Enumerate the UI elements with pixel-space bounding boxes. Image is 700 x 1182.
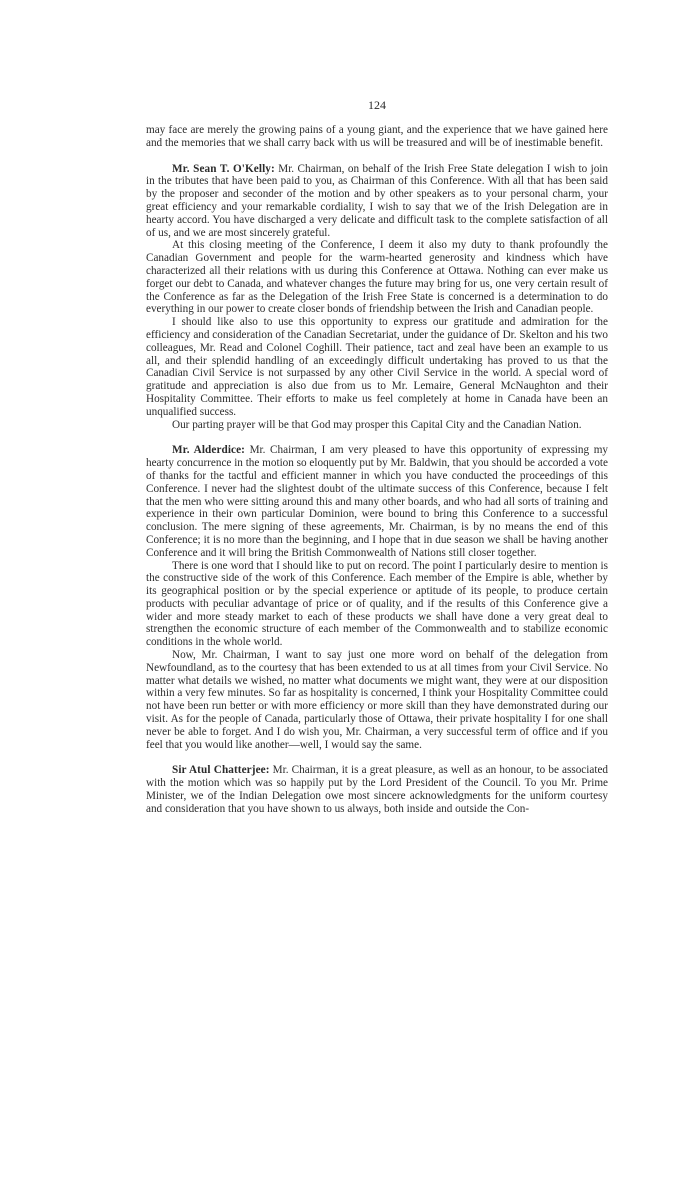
document-page (146, 98, 608, 816)
paragraph (146, 649, 608, 751)
page-number: 124 (368, 98, 386, 112)
paragraph (146, 560, 608, 650)
speech-paragraph (146, 764, 608, 815)
paragraph-text: Mr. Chairman, I am very pleased to have this opportunity of expressing my hearty concurrence in the motion so eloquently put by Mr. Baldwin, that you should be accorded a vote of thanks for the tactful and efficient manner in which you have conducted the proceedings of this Conference. I never had the slightest doubt of the ultimate success of this Conference, because I felt that the men who were sitting around this and many other boards, and who had all sorts of training and experience in their own particular Dominion, were bound to bring this Conference to a successful conclusion. The mere signing of these agreements, Mr. Chairman, is by no means the end of this Conference; it is no more than the beginning, and I hope that in due season we shall be having another Conference and it will bring the British Commonwealth of Nations still closer together. (146, 444, 608, 559)
paragraph (146, 316, 608, 418)
paragraph-text: Now, Mr. Chairman, I want to say just one more word on behalf of the delegation from Newfoundland, as to the courtesy that has been extended to us at all times from your Civil Service. No matter what details we wished, no matter what documents we might want, they were at our disposition within a very few minutes. So far as hospitality is concerned, I think your Hospitality Committee could not have been run better or with more efficiency or more skill than they have demonstrated during our visit. As for the people of Canada, particularly those of Ottawa, their private hospitality I for one shall never be able to forget. And I do wish you, Mr. Chairman, a very successful term of office and if you feel that you would like another—well, I would say the same. (146, 649, 608, 751)
paragraph (146, 239, 608, 316)
paragraph-text: I should like also to use this opportunity to express our gratitude and admiration for the efficiency and consideration of the Canadian Secretariat, under the guidance of Dr. Skelton and his two colleagues, Mr. Read and Colonel Coghill. Their patience, tact and zeal have been an example to us all, and their splendid handling of an exceedingly difficult undertaking has proved to us that the Canadian Civil Service is not surpassed by any other Civil Service in the world. A special word of gratitude and appreciation is also due from us to Mr. Lemaire, General McNaughton and their Hospitality Committee. Their efforts to make us feel completely at home in Canada have been an unqualified success. (146, 316, 608, 418)
speech-paragraph (146, 444, 608, 559)
paragraph (146, 124, 608, 150)
speech-paragraph (146, 163, 608, 240)
paragraph (146, 419, 608, 432)
paragraph-text: There is one word that I should like to put on record. The point I particularly desire to mention is the constructive side of the work of this Conference. Each member of the Empire is able, whether by its geographical position or by the special experience or aptitude of its people, to produce certain products with peculiar advantage of price or of quality, and if the results of this Conference give a wider and more steady market to each of these products we shall have done a very great deal to strengthen the economic structure of each member of the Commonwealth and to stabilize economic conditions in the whole world. (146, 559, 608, 649)
speaker-name: Sir Atul Chatterjee: (172, 764, 270, 777)
paragraph-text: At this closing meeting of the Conference, I deem it also my duty to thank profoundly the Canadian Government and people for the warm-hearted generosity and kindness which have characterized all their relations with us during this Conference at Ottawa. Nothing can ever make us forget our debt to Canada, and whatever changes the future may bring for us, one very certain result of the Conference as far as the Delegation of the Irish Free State is concerned is a determination to do everything in our power to create closer bonds of friendship between the Irish and Canadian people. (146, 239, 608, 316)
paragraph-text: Our parting prayer will be that God may prosper this Capital City and the Canadian Nation. (172, 418, 582, 431)
paragraph-text: may face are merely the growing pains of a young giant, and the experience that we have gained here and the memories that we shall carry back with us will be treasured and will be of inestimable benefit. (146, 124, 608, 149)
paragraph-text: Mr. Chairman, on behalf of the Irish Free State delegation I wish to join in the tributes that have been paid to you, as Chairman of this Conference. With all that has been said by the proposer and seconder of the motion and by other speakers as to your personal charm, your great efficiency and your remarkable cordiality, I wish to say that we of the Irish Delegation are in hearty accord. You have discharged a very delicate and difficult task to the complete satisfaction of all of us, and we are most sincerely grateful. (146, 162, 608, 239)
speaker-name: Mr. Sean T. O'Kelly: (172, 162, 275, 175)
speaker-name: Mr. Alderdice: (172, 444, 245, 457)
paragraph-text: Mr. Chairman, it is a great pleasure, as well as an honour, to be associated with the motion which was so happily put by the Lord President of the Council. To you Mr. Prime Minister, we of the Indian Delegation owe most sincere acknowledgments for the uniform courtesy and consideration that you have shown to us always, both inside and outside the Con- (146, 764, 609, 815)
